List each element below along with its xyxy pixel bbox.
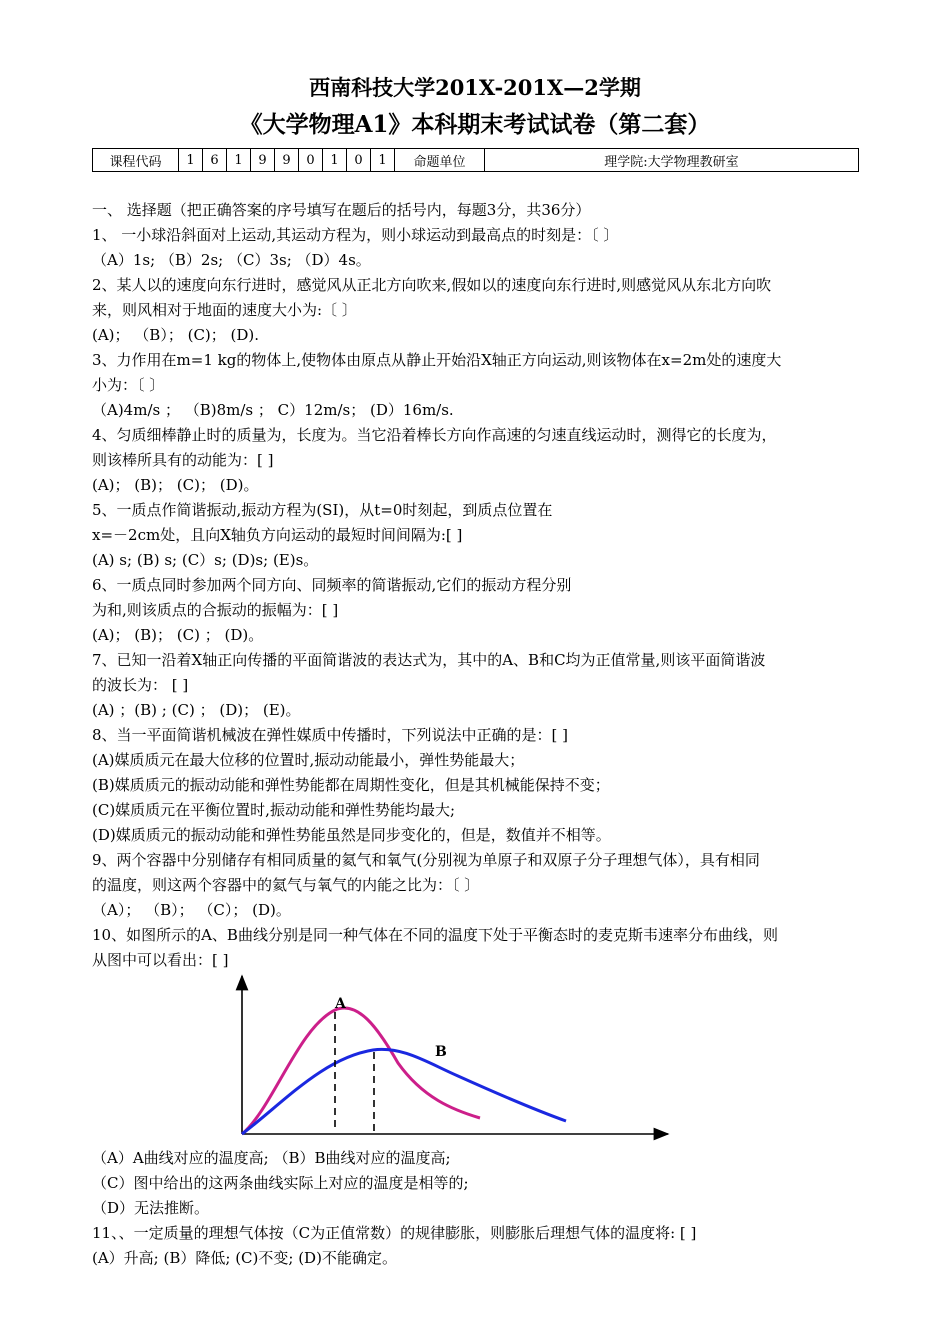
issuing-unit-label: 命题单位 xyxy=(395,149,485,172)
question-line: 小为：〔 〕 xyxy=(92,376,165,394)
course-code-label: 课程代码 xyxy=(93,149,179,172)
course-code-digit: 6 xyxy=(203,149,227,172)
option-line: (D)媒质质元的振动动能和弹性势能虽然是同步变化的，但是，数值并不相等。 xyxy=(92,826,611,844)
question-line: 8、当一平面简谐机械波在弹性媒质中传播时，下列说法中正确的是：[ ] xyxy=(92,726,569,744)
course-code-digit: 0 xyxy=(347,149,371,172)
option-line: (A) s; (B) s; (C）s; (D)s; (E)s。 xyxy=(92,551,319,569)
option-line: (A) ；(B) ; (C) ； (D)； (E)。 xyxy=(92,701,301,719)
course-info-table xyxy=(92,148,859,172)
question-line: 从图中可以看出：[ ] xyxy=(92,951,229,969)
exam-paper-title: 《大学物理A1》本科期末考试试卷（第二套） xyxy=(239,111,711,138)
option-line: (A)； (B)； (C)； (D)。 xyxy=(92,476,259,494)
question-line: 4、匀质细棒静止时的质量为，长度为。当它沿着棒长方向作高速的匀速直线运动时，测得它的长度为， xyxy=(92,426,777,444)
course-code-digit: 1 xyxy=(227,149,251,172)
course-code-digit: 1 xyxy=(323,149,347,172)
maxwell-distribution-figure xyxy=(228,968,678,1146)
curve-b-label: B xyxy=(435,1044,447,1060)
question-line: 10、如图所示的A、B曲线分别是同一种气体在不同的温度下处于平衡态时的麦克斯韦速率分布曲线，则 xyxy=(92,926,778,944)
option-line: （A)4m/s ； （B)8m/s ； C）12m/s； (D）16m/s. xyxy=(92,401,454,419)
option-line: （A）； （B）； （C）； (D)。 xyxy=(92,901,291,919)
course-code-digit: 0 xyxy=(299,149,323,172)
question-line: 则该棒所具有的动能为：[ ] xyxy=(92,451,274,469)
question-line: 的温度，则这两个容器中的氦气与氧气的内能之比为：〔 〕 xyxy=(92,876,480,894)
option-line: (C)媒质质元在平衡位置时,振动动能和弹性势能均最大; xyxy=(92,801,456,819)
question-line: 6、一质点同时参加两个同方向、同频率的简谐振动,它们的振动方程分别 xyxy=(92,576,572,594)
option-line: （A）1s; （B）2s; （C）3s; （D）4s。 xyxy=(92,251,371,269)
issuing-unit-value: 理学院:大学物理教研室 xyxy=(485,149,859,172)
option-line: （A）A曲线对应的温度高; （B）B曲线对应的温度高; xyxy=(92,1149,451,1167)
question-line: x=－2cm处，且向X轴负方向运动的最短时间间隔为:[ ] xyxy=(92,526,463,544)
course-code-digit: 9 xyxy=(275,149,299,172)
section-heading: 一、 选择题（把正确答案的序号填写在题后的括号内，每题3分，共36分） xyxy=(92,201,591,219)
question-line: 的波长为： [ ] xyxy=(92,676,189,694)
question-line: 3、力作用在m=1 kg的物体上,使物体由原点从静止开始沿X轴正方向运动,则该物体在x=2m处的速度大 xyxy=(92,351,782,369)
question-line: 为和,则该质点的合振动的振幅为：[ ] xyxy=(92,601,339,619)
option-line: （C）图中给出的这两条曲线实际上对应的温度是相等的; xyxy=(92,1174,469,1192)
question-line: 2、某人以的速度向东行进时，感觉风从正北方向吹来,假如以的速度向东行进时,则感觉风从东北方向吹 xyxy=(92,276,772,294)
course-code-digit: 1 xyxy=(179,149,203,172)
course-code-digit: 9 xyxy=(251,149,275,172)
question-line: 7、已知一沿着X轴正向传播的平面简谐波的表达式为，其中的A、B和C均为正值常量,则该平面简谐波 xyxy=(92,651,766,669)
question-line: 9、两个容器中分别储存有相同质量的氦气和氧气(分别视为单原子和双原子分子理想气体），具有相同 xyxy=(92,851,760,869)
question-line: 11、、一定质量的理想气体按（C为正值常数）的规律膨胀，则膨胀后理想气体的温度将: [ ] xyxy=(92,1224,697,1242)
question-line: 1、 一小球沿斜面对上运动,其运动方程为，则小球运动到最高点的时刻是：〔 〕 xyxy=(92,226,619,244)
option-line: (B)媒质质元的振动动能和弹性势能都在周期性变化，但是其机械能保持不变； xyxy=(92,776,610,794)
option-line: (A）升高; (B）降低; (C)不变; (D)不能确定。 xyxy=(92,1249,397,1267)
curve-a-label: A xyxy=(335,996,346,1012)
course-code-digit: 1 xyxy=(371,149,395,172)
option-line: (A)； (B)； (C) ； (D)。 xyxy=(92,626,264,644)
option-line: （D）无法推断。 xyxy=(92,1199,210,1217)
question-line: 来，则风相对于地面的速度大小为:〔 〕 xyxy=(92,301,357,319)
exam-school-title: 西南科技大学201X-201X—2学期 xyxy=(309,75,641,100)
option-line: (A)； （B）； (C)； (D). xyxy=(92,326,260,344)
option-line: (A)媒质质元在最大位移的位置时,振动动能最小，弹性势能最大； xyxy=(92,751,525,769)
question-line: 5、一质点作简谐振动,振动方程为(SI)，从t=0时刻起，到质点位置在 xyxy=(92,501,553,519)
